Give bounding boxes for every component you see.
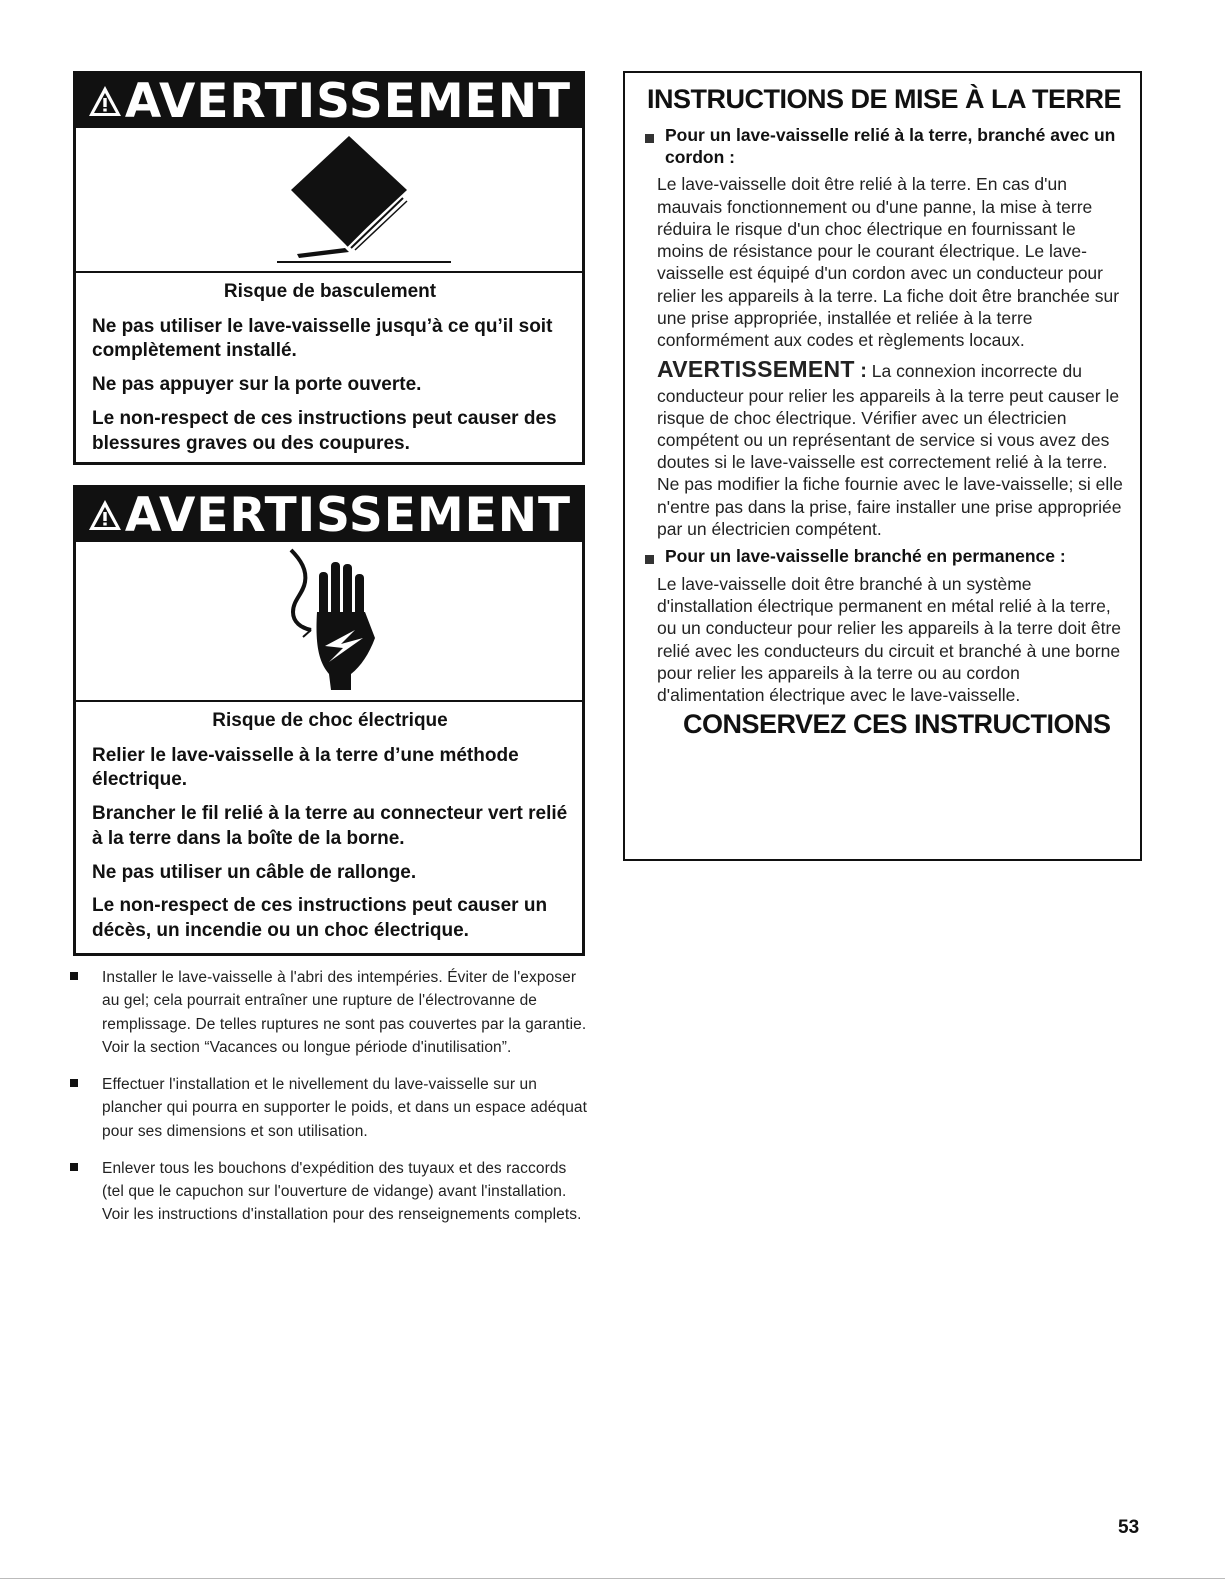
tip-over-icon bbox=[179, 128, 479, 271]
warning-box-tipover bbox=[73, 71, 585, 465]
bullet-square-icon bbox=[645, 134, 654, 143]
warning-line: Relier le lave-vaisselle à la terre d’une méthode électrique. bbox=[92, 744, 519, 791]
warning-line: Ne pas utiliser un câble de rallonge. bbox=[92, 861, 417, 883]
grounding-warning-text: La connexion incorrecte du conducteur pour relier les appareils à la terre peut causer le risque de choc électrique. Vérifier avec un électricien compétent ou un représentant de service si vous avez des doutes si le lave-vaisselle est correctement relié à la terre. Ne pas modifier la fiche fournie avec le lave-vaisselle; si elle n'entre pas dans la prise, faire installer une prise appropriée par un électricien compétent. bbox=[657, 361, 1123, 539]
grounding-item-heading: Pour un lave-vaisselle branché en permanence : bbox=[665, 546, 1066, 567]
shock-pictogram bbox=[76, 542, 582, 702]
list-item-text: Installer le lave-vaisselle à l'abri des intempéries. Éviter de l'exposer au gel; cela pourrait entraîner une rupture de l'électrovanne de remplissage. De telles ruptures ne sont pas couvertes par la garantie. Voir la section “Vacances ou longue période d'inutilisation”. bbox=[102, 969, 587, 1056]
risk-title: Risque de choc électrique bbox=[212, 710, 448, 731]
warning-triangle-icon bbox=[87, 498, 123, 532]
grounding-instructions-box bbox=[623, 71, 1142, 861]
list-item-text: Effectuer l'installation et le nivellement du lave-vaisselle sur un plancher qui pourra en supporter le poids, et dans un espace adéquat pour ses dimensions et son utilisation. bbox=[102, 1076, 588, 1140]
warning-header bbox=[76, 488, 582, 542]
bullet-square-icon bbox=[70, 972, 78, 980]
warning-line: Ne pas utiliser le lave-vaisselle jusqu’à ce qu’il soit complètement installé. bbox=[92, 315, 553, 362]
risk-title: Risque de basculement bbox=[223, 281, 437, 302]
grounding-warning-label: AVERTISSEMENT bbox=[657, 356, 855, 383]
tip-over-pictogram bbox=[76, 128, 582, 273]
installation-notes-list bbox=[70, 966, 590, 1241]
list-item bbox=[70, 966, 590, 1059]
warning-header-text: AVERTISSEMENT bbox=[124, 487, 572, 543]
grounding-item-body: Le lave-vaisselle doit être relié à la terre. En cas d'un mauvais fonctionnement ou d'une panne, la mise à terre réduira le risque d'un choc électrique en fournissant le moins de résistance pour le courant électrique. Le lave-vaisselle est équipé d'un cordon avec un conducteur pour relier les appareils à la terre. La fiche doit être branchée sur une prise appropriée, installée et reliée à la terre conformément aux codes et règlements locaux. bbox=[657, 174, 1120, 350]
page-number: 53 bbox=[1118, 1517, 1140, 1538]
warning-line: Le non-respect de ces instructions peut causer des blessures graves ou des coupures. bbox=[92, 407, 557, 454]
warning-line: Ne pas appuyer sur la porte ouverte. bbox=[92, 374, 422, 396]
grounding-warning-colon: : bbox=[854, 360, 867, 383]
list-item bbox=[70, 1073, 590, 1143]
warning-line: Le non-respect de ces instructions peut causer un décès, un incendie ou un choc électrique. bbox=[92, 895, 548, 941]
warning-line: Brancher le fil relié à la terre au connecteur vert relié à la terre dans la boîte de la borne. bbox=[92, 803, 568, 849]
bullet-square-icon bbox=[645, 555, 654, 564]
page-edge-rule bbox=[0, 1578, 1225, 1579]
warning-box-shock bbox=[73, 485, 585, 956]
grounding-warning bbox=[657, 355, 1126, 540]
warning-header bbox=[76, 74, 582, 128]
save-instructions-footer: CONSERVEZ CES INSTRUCTIONS bbox=[683, 709, 1111, 740]
list-item bbox=[70, 1157, 590, 1227]
warning-header-text: AVERTISSEMENT bbox=[124, 73, 572, 129]
grounding-item-heading: Pour un lave-vaisselle relié à la terre, branché avec un cordon : bbox=[665, 124, 1116, 167]
bullet-square-icon bbox=[70, 1163, 78, 1171]
grounding-item bbox=[641, 125, 1126, 169]
electric-shock-icon bbox=[179, 542, 479, 700]
list-item-text: Enlever tous les bouchons d'expédition des tuyaux et des raccords (tel que le capuchon sur l'ouverture de vidange) avant l'installation. Voir les instructions d'installation pour des renseignements complets. bbox=[102, 1159, 582, 1224]
grounding-title: INSTRUCTIONS DE MISE À LA TERRE bbox=[647, 84, 1122, 114]
grounding-item-body: Le lave-vaisselle doit être branché à un système d'installation électrique permanent en métal relié à la terre, ou un conducteur pour relier les appareils à la terre doit être relié avec les conducteurs du circuit et branché à une borne pour relier les appareils à la terre ou au cordon d'alimentation électrique avec le lave-vaisselle. bbox=[657, 573, 1122, 706]
bullet-square-icon bbox=[70, 1079, 78, 1087]
grounding-item bbox=[641, 546, 1126, 568]
warning-triangle-icon bbox=[87, 84, 123, 118]
